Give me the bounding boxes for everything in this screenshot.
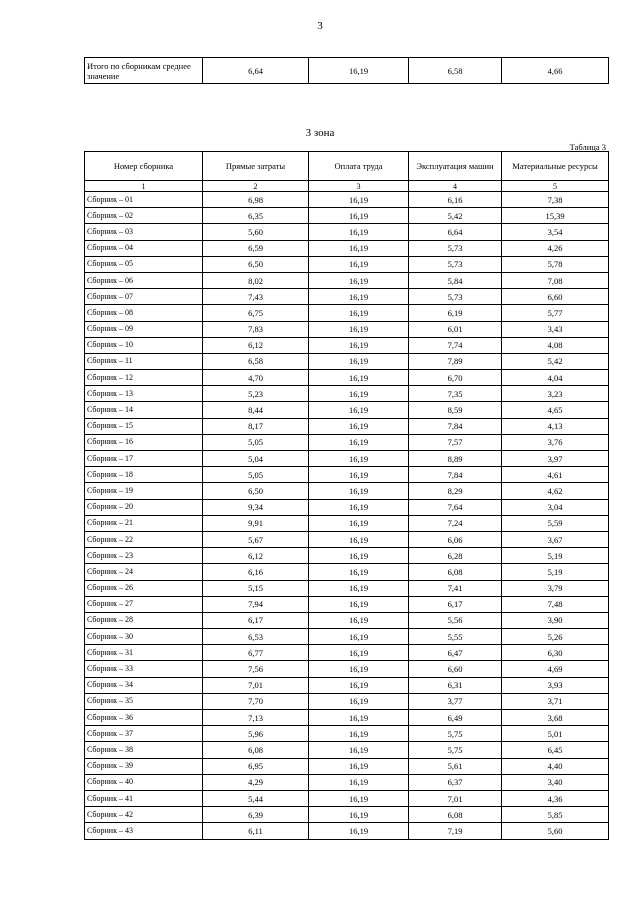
materials-cell: 3,76 <box>502 434 609 450</box>
machines-cell: 6,08 <box>409 564 502 580</box>
collection-name-cell: Сборник – 13 <box>85 386 203 402</box>
machines-cell: 6,19 <box>409 305 502 321</box>
machines-cell: 7,24 <box>409 515 502 531</box>
table-row <box>85 499 609 515</box>
direct-costs-cell: 5,60 <box>203 224 309 240</box>
labor-cell: 16,19 <box>309 790 409 806</box>
table-row <box>85 645 609 661</box>
collection-name-cell: Сборник – 28 <box>85 612 203 628</box>
machines-cell: 5,84 <box>409 272 502 288</box>
labor-cell: 16,19 <box>309 353 409 369</box>
direct-costs-cell: 4,70 <box>203 370 309 386</box>
labor-cell: 16,19 <box>309 515 409 531</box>
table-row <box>85 629 609 645</box>
materials-cell: 3,90 <box>502 612 609 628</box>
machines-cell: 3,77 <box>409 693 502 709</box>
materials-cell: 5,19 <box>502 548 609 564</box>
summary-label: Итого по сборникам среднее значение <box>85 58 203 84</box>
direct-costs-cell: 9,91 <box>203 515 309 531</box>
materials-cell: 3,40 <box>502 774 609 790</box>
machines-cell: 7,19 <box>409 823 502 839</box>
summary-row <box>85 58 609 84</box>
summary-table <box>84 57 609 84</box>
labor-cell: 16,19 <box>309 580 409 596</box>
direct-costs-cell: 5,05 <box>203 467 309 483</box>
direct-costs-cell: 6,11 <box>203 823 309 839</box>
collection-name-cell: Сборник – 15 <box>85 418 203 434</box>
collection-name-cell: Сборник – 21 <box>85 515 203 531</box>
direct-costs-cell: 6,12 <box>203 548 309 564</box>
table-row <box>85 726 609 742</box>
machines-cell: 6,06 <box>409 531 502 547</box>
direct-costs-cell: 5,04 <box>203 451 309 467</box>
header-labor: Оплата труда <box>309 152 409 181</box>
table-row <box>85 434 609 450</box>
column-index: 4 <box>409 181 502 192</box>
machines-cell: 5,56 <box>409 612 502 628</box>
machines-cell: 6,37 <box>409 774 502 790</box>
column-index: 3 <box>309 181 409 192</box>
machines-cell: 6,70 <box>409 370 502 386</box>
collection-name-cell: Сборник – 35 <box>85 693 203 709</box>
table-row <box>85 564 609 580</box>
labor-cell: 16,19 <box>309 208 409 224</box>
machines-cell: 6,08 <box>409 807 502 823</box>
machines-cell: 5,75 <box>409 726 502 742</box>
column-index: 1 <box>85 181 203 192</box>
zone-table <box>84 151 609 840</box>
table-row <box>85 321 609 337</box>
direct-costs-cell: 6,58 <box>203 353 309 369</box>
table-row <box>85 790 609 806</box>
collection-name-cell: Сборник – 40 <box>85 774 203 790</box>
table-row <box>85 580 609 596</box>
summary-materials: 4,66 <box>502 58 609 84</box>
direct-costs-cell: 6,75 <box>203 305 309 321</box>
direct-costs-cell: 6,35 <box>203 208 309 224</box>
table-row <box>85 386 609 402</box>
zone-title: 3 зона <box>305 127 335 139</box>
materials-cell: 4,62 <box>502 483 609 499</box>
machines-cell: 7,64 <box>409 499 502 515</box>
materials-cell: 7,48 <box>502 596 609 612</box>
direct-costs-cell: 5,15 <box>203 580 309 596</box>
machines-cell: 5,73 <box>409 256 502 272</box>
collection-name-cell: Сборник – 33 <box>85 661 203 677</box>
table-row <box>85 710 609 726</box>
collection-name-cell: Сборник – 19 <box>85 483 203 499</box>
labor-cell: 16,19 <box>309 645 409 661</box>
collection-name-cell: Сборник – 01 <box>85 192 203 208</box>
machines-cell: 7,41 <box>409 580 502 596</box>
machines-cell: 7,01 <box>409 790 502 806</box>
labor-cell: 16,19 <box>309 774 409 790</box>
materials-cell: 5,85 <box>502 807 609 823</box>
materials-cell: 4,13 <box>502 418 609 434</box>
machines-cell: 6,17 <box>409 596 502 612</box>
collection-name-cell: Сборник – 18 <box>85 467 203 483</box>
materials-cell: 5,26 <box>502 629 609 645</box>
labor-cell: 16,19 <box>309 710 409 726</box>
collection-name-cell: Сборник – 27 <box>85 596 203 612</box>
labor-cell: 16,19 <box>309 305 409 321</box>
machines-cell: 5,73 <box>409 240 502 256</box>
labor-cell: 16,19 <box>309 564 409 580</box>
collection-name-cell: Сборник – 42 <box>85 807 203 823</box>
materials-cell: 3,79 <box>502 580 609 596</box>
direct-costs-cell: 7,01 <box>203 677 309 693</box>
materials-cell: 6,45 <box>502 742 609 758</box>
table-row <box>85 823 609 839</box>
labor-cell: 16,19 <box>309 386 409 402</box>
labor-cell: 16,19 <box>309 596 409 612</box>
materials-cell: 4,40 <box>502 758 609 774</box>
header-collection-number: Номер сборника <box>85 152 203 181</box>
machines-cell: 7,89 <box>409 353 502 369</box>
collection-name-cell: Сборник – 34 <box>85 677 203 693</box>
direct-costs-cell: 6,12 <box>203 337 309 353</box>
machines-cell: 7,84 <box>409 467 502 483</box>
labor-cell: 16,19 <box>309 531 409 547</box>
materials-cell: 5,19 <box>502 564 609 580</box>
materials-cell: 3,04 <box>502 499 609 515</box>
table-row <box>85 693 609 709</box>
collection-name-cell: Сборник – 03 <box>85 224 203 240</box>
direct-costs-cell: 6,95 <box>203 758 309 774</box>
direct-costs-cell: 5,23 <box>203 386 309 402</box>
materials-cell: 3,68 <box>502 710 609 726</box>
direct-costs-cell: 7,13 <box>203 710 309 726</box>
column-index-row <box>85 181 609 192</box>
collection-name-cell: Сборник – 41 <box>85 790 203 806</box>
table-row <box>85 467 609 483</box>
collection-name-cell: Сборник – 39 <box>85 758 203 774</box>
materials-cell: 3,54 <box>502 224 609 240</box>
machines-cell: 6,64 <box>409 224 502 240</box>
direct-costs-cell: 5,67 <box>203 531 309 547</box>
labor-cell: 16,19 <box>309 629 409 645</box>
materials-cell: 3,43 <box>502 321 609 337</box>
collection-name-cell: Сборник – 07 <box>85 289 203 305</box>
summary-machines: 6,58 <box>409 58 502 84</box>
machines-cell: 7,57 <box>409 434 502 450</box>
table-row <box>85 240 609 256</box>
collection-name-cell: Сборник – 05 <box>85 256 203 272</box>
column-index: 5 <box>502 181 609 192</box>
machines-cell: 8,59 <box>409 402 502 418</box>
direct-costs-cell: 9,34 <box>203 499 309 515</box>
table-row <box>85 289 609 305</box>
table-row <box>85 208 609 224</box>
direct-costs-cell: 7,70 <box>203 693 309 709</box>
direct-costs-cell: 5,44 <box>203 790 309 806</box>
collection-name-cell: Сборник – 14 <box>85 402 203 418</box>
machines-cell: 7,84 <box>409 418 502 434</box>
labor-cell: 16,19 <box>309 370 409 386</box>
direct-costs-cell: 8,17 <box>203 418 309 434</box>
labor-cell: 16,19 <box>309 337 409 353</box>
direct-costs-cell: 7,56 <box>203 661 309 677</box>
collection-name-cell: Сборник – 17 <box>85 451 203 467</box>
direct-costs-cell: 4,29 <box>203 774 309 790</box>
direct-costs-cell: 7,83 <box>203 321 309 337</box>
collection-name-cell: Сборник – 12 <box>85 370 203 386</box>
collection-name-cell: Сборник – 10 <box>85 337 203 353</box>
page-number: 3 <box>317 20 323 32</box>
table-row <box>85 305 609 321</box>
table-row <box>85 661 609 677</box>
materials-cell: 15,39 <box>502 208 609 224</box>
materials-cell: 5,77 <box>502 305 609 321</box>
table-row <box>85 370 609 386</box>
labor-cell: 16,19 <box>309 240 409 256</box>
table-row <box>85 353 609 369</box>
labor-cell: 16,19 <box>309 434 409 450</box>
labor-cell: 16,19 <box>309 807 409 823</box>
materials-cell: 5,78 <box>502 256 609 272</box>
collection-name-cell: Сборник – 37 <box>85 726 203 742</box>
direct-costs-cell: 6,17 <box>203 612 309 628</box>
direct-costs-cell: 6,50 <box>203 256 309 272</box>
materials-cell: 4,65 <box>502 402 609 418</box>
labor-cell: 16,19 <box>309 612 409 628</box>
collection-name-cell: Сборник – 30 <box>85 629 203 645</box>
materials-cell: 5,59 <box>502 515 609 531</box>
column-index: 2 <box>203 181 309 192</box>
labor-cell: 16,19 <box>309 677 409 693</box>
materials-cell: 4,26 <box>502 240 609 256</box>
materials-cell: 7,38 <box>502 192 609 208</box>
labor-cell: 16,19 <box>309 256 409 272</box>
table-row <box>85 402 609 418</box>
table-row <box>85 192 609 208</box>
machines-cell: 7,35 <box>409 386 502 402</box>
machines-cell: 6,47 <box>409 645 502 661</box>
direct-costs-cell: 7,43 <box>203 289 309 305</box>
labor-cell: 16,19 <box>309 483 409 499</box>
materials-cell: 4,36 <box>502 790 609 806</box>
table-row <box>85 337 609 353</box>
table-number: Таблица 3 <box>569 142 606 152</box>
collection-name-cell: Сборник – 16 <box>85 434 203 450</box>
labor-cell: 16,19 <box>309 321 409 337</box>
machines-cell: 6,49 <box>409 710 502 726</box>
materials-cell: 6,30 <box>502 645 609 661</box>
materials-cell: 4,61 <box>502 467 609 483</box>
header-direct-costs: Прямые затраты <box>203 152 309 181</box>
materials-cell: 4,69 <box>502 661 609 677</box>
direct-costs-cell: 8,44 <box>203 402 309 418</box>
collection-name-cell: Сборник – 02 <box>85 208 203 224</box>
direct-costs-cell: 6,77 <box>203 645 309 661</box>
materials-cell: 6,60 <box>502 289 609 305</box>
summary-labor: 16,19 <box>309 58 409 84</box>
table-row <box>85 224 609 240</box>
labor-cell: 16,19 <box>309 418 409 434</box>
collection-name-cell: Сборник – 38 <box>85 742 203 758</box>
labor-cell: 16,19 <box>309 548 409 564</box>
labor-cell: 16,19 <box>309 467 409 483</box>
table-row <box>85 256 609 272</box>
direct-costs-cell: 6,39 <box>203 807 309 823</box>
direct-costs-cell: 6,08 <box>203 742 309 758</box>
collection-name-cell: Сборник – 26 <box>85 580 203 596</box>
machines-cell: 8,89 <box>409 451 502 467</box>
materials-cell: 7,08 <box>502 272 609 288</box>
machines-cell: 8,29 <box>409 483 502 499</box>
table-row <box>85 515 609 531</box>
direct-costs-cell: 8,02 <box>203 272 309 288</box>
table-row <box>85 272 609 288</box>
labor-cell: 16,19 <box>309 726 409 742</box>
machines-cell: 5,73 <box>409 289 502 305</box>
materials-cell: 5,42 <box>502 353 609 369</box>
labor-cell: 16,19 <box>309 693 409 709</box>
table-row <box>85 483 609 499</box>
machines-cell: 5,55 <box>409 629 502 645</box>
machines-cell: 6,31 <box>409 677 502 693</box>
collection-name-cell: Сборник – 20 <box>85 499 203 515</box>
table-row <box>85 548 609 564</box>
labor-cell: 16,19 <box>309 823 409 839</box>
direct-costs-cell: 6,98 <box>203 192 309 208</box>
labor-cell: 16,19 <box>309 499 409 515</box>
table-row <box>85 742 609 758</box>
direct-costs-cell: 6,53 <box>203 629 309 645</box>
table-row <box>85 758 609 774</box>
materials-cell: 3,93 <box>502 677 609 693</box>
collection-name-cell: Сборник – 23 <box>85 548 203 564</box>
table-row <box>85 807 609 823</box>
machines-cell: 5,42 <box>409 208 502 224</box>
labor-cell: 16,19 <box>309 289 409 305</box>
direct-costs-cell: 6,50 <box>203 483 309 499</box>
materials-cell: 5,60 <box>502 823 609 839</box>
machines-cell: 7,74 <box>409 337 502 353</box>
labor-cell: 16,19 <box>309 661 409 677</box>
labor-cell: 16,19 <box>309 742 409 758</box>
header-materials: Материальные ресурсы <box>502 152 609 181</box>
machines-cell: 6,01 <box>409 321 502 337</box>
collection-name-cell: Сборник – 31 <box>85 645 203 661</box>
materials-cell: 3,71 <box>502 693 609 709</box>
machines-cell: 5,75 <box>409 742 502 758</box>
collection-name-cell: Сборник – 24 <box>85 564 203 580</box>
header-machines: Эксплуатация машин <box>409 152 502 181</box>
machines-cell: 6,16 <box>409 192 502 208</box>
materials-cell: 5,01 <box>502 726 609 742</box>
table-row <box>85 531 609 547</box>
materials-cell: 3,23 <box>502 386 609 402</box>
collection-name-cell: Сборник – 06 <box>85 272 203 288</box>
collection-name-cell: Сборник – 36 <box>85 710 203 726</box>
labor-cell: 16,19 <box>309 272 409 288</box>
labor-cell: 16,19 <box>309 758 409 774</box>
direct-costs-cell: 7,94 <box>203 596 309 612</box>
materials-cell: 4,08 <box>502 337 609 353</box>
table-row <box>85 677 609 693</box>
materials-cell: 3,97 <box>502 451 609 467</box>
direct-costs-cell: 6,16 <box>203 564 309 580</box>
machines-cell: 6,60 <box>409 661 502 677</box>
machines-cell: 5,61 <box>409 758 502 774</box>
table-header-row <box>85 152 609 181</box>
direct-costs-cell: 5,96 <box>203 726 309 742</box>
direct-costs-cell: 5,05 <box>203 434 309 450</box>
labor-cell: 16,19 <box>309 192 409 208</box>
table-row <box>85 612 609 628</box>
labor-cell: 16,19 <box>309 224 409 240</box>
table-row <box>85 418 609 434</box>
table-row <box>85 451 609 467</box>
table-row <box>85 774 609 790</box>
collection-name-cell: Сборник – 08 <box>85 305 203 321</box>
collection-name-cell: Сборник – 22 <box>85 531 203 547</box>
collection-name-cell: Сборник – 11 <box>85 353 203 369</box>
collection-name-cell: Сборник – 43 <box>85 823 203 839</box>
labor-cell: 16,19 <box>309 451 409 467</box>
materials-cell: 4,04 <box>502 370 609 386</box>
labor-cell: 16,19 <box>309 402 409 418</box>
summary-direct-costs: 6,64 <box>203 58 309 84</box>
collection-name-cell: Сборник – 09 <box>85 321 203 337</box>
materials-cell: 3,67 <box>502 531 609 547</box>
collection-name-cell: Сборник – 04 <box>85 240 203 256</box>
machines-cell: 6,28 <box>409 548 502 564</box>
table-row <box>85 596 609 612</box>
direct-costs-cell: 6,59 <box>203 240 309 256</box>
